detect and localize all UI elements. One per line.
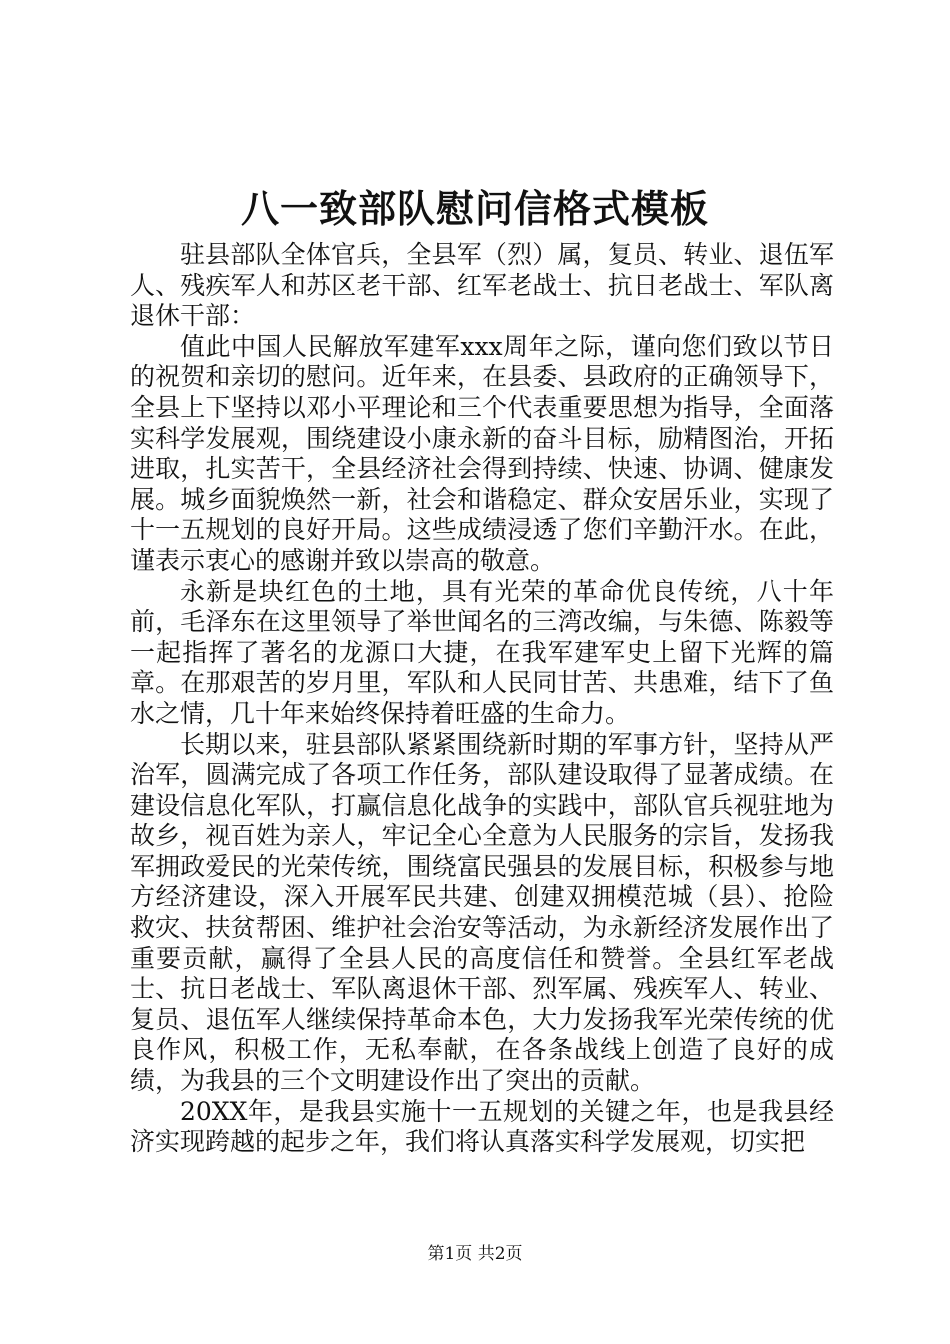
document-body	[130, 240, 834, 1158]
page-number-footer: 第1页 共2页	[427, 1244, 523, 1264]
body-paragraph-2: 永新是块红色的土地，具有光荣的革命优良传统，八十年前，毛泽东在这里领导了举世闻名的三湾改编，与朱德、陈毅等一起指挥了著名的龙源口大捷，在我军建军史上留下光辉的篇章。在那艰苦的岁月里，军队和人民同甘苦、共患难，结下了鱼水之情，几十年来始终保持着旺盛的生命力。	[130, 576, 834, 728]
body-paragraph-1: 值此中国人民解放军建军xxx周年之际，谨向您们致以节日的祝贺和亲切的慰问。近年来，在县委、县政府的正确领导下，全县上下坚持以邓小平理论和三个代表重要思想为指导，全面落实科学发展观，围绕建设小康永新的奋斗目标，励精图治，开拓进取，扎实苦干，全县经济社会得到持续、快速、协调、健康发展。城乡面貌焕然一新，社会和谐稳定、群众安居乐业，实现了十一五规划的良好开局。这些成绩浸透了您们辛勤汗水。在此，谨表示衷心的感谢并致以崇高的敬意。	[130, 331, 834, 575]
body-paragraph-4: 20XX年，是我县实施十一五规划的关键之年，也是我县经济实现跨越的起步之年，我们将认真落实科学发展观，切实把	[130, 1096, 834, 1157]
salutation-paragraph: 驻县部队全体官兵，全县军（烈）属，复员、转业、退伍军人、残疾军人和苏区老干部、红军老战士、抗日老战士、军队离退休干部：	[130, 240, 834, 331]
document-title: 八一致部队慰问信格式模板	[240, 186, 709, 231]
body-paragraph-3: 长期以来，驻县部队紧紧围绕新时期的军事方针，坚持从严治军，圆满完成了各项工作任务，部队建设取得了显著成绩。在建设信息化军队，打赢信息化战争的实践中，部队官兵视驻地为故乡，视百姓为亲人，牢记全心全意为人民服务的宗旨，发扬我军拥政爱民的光荣传统，围绕富民强县的发展目标，积极参与地方经济建设，深入开展军民共建、创建双拥模范城（县）、抢险救灾、扶贫帮困、维护社会治安等活动，为永新经济发展作出了重要贡献，赢得了全县人民的高度信任和赞誉。全县红军老战士、抗日老战士、军队离退休干部、烈军属、残疾军人、转业、复员、退伍军人继续保持革命本色，大力发扬我军光荣传统的优良作风，积极工作，无私奉献，在各条战线上创造了良好的成绩，为我县的三个文明建设作出了突出的贡献。	[130, 729, 834, 1096]
